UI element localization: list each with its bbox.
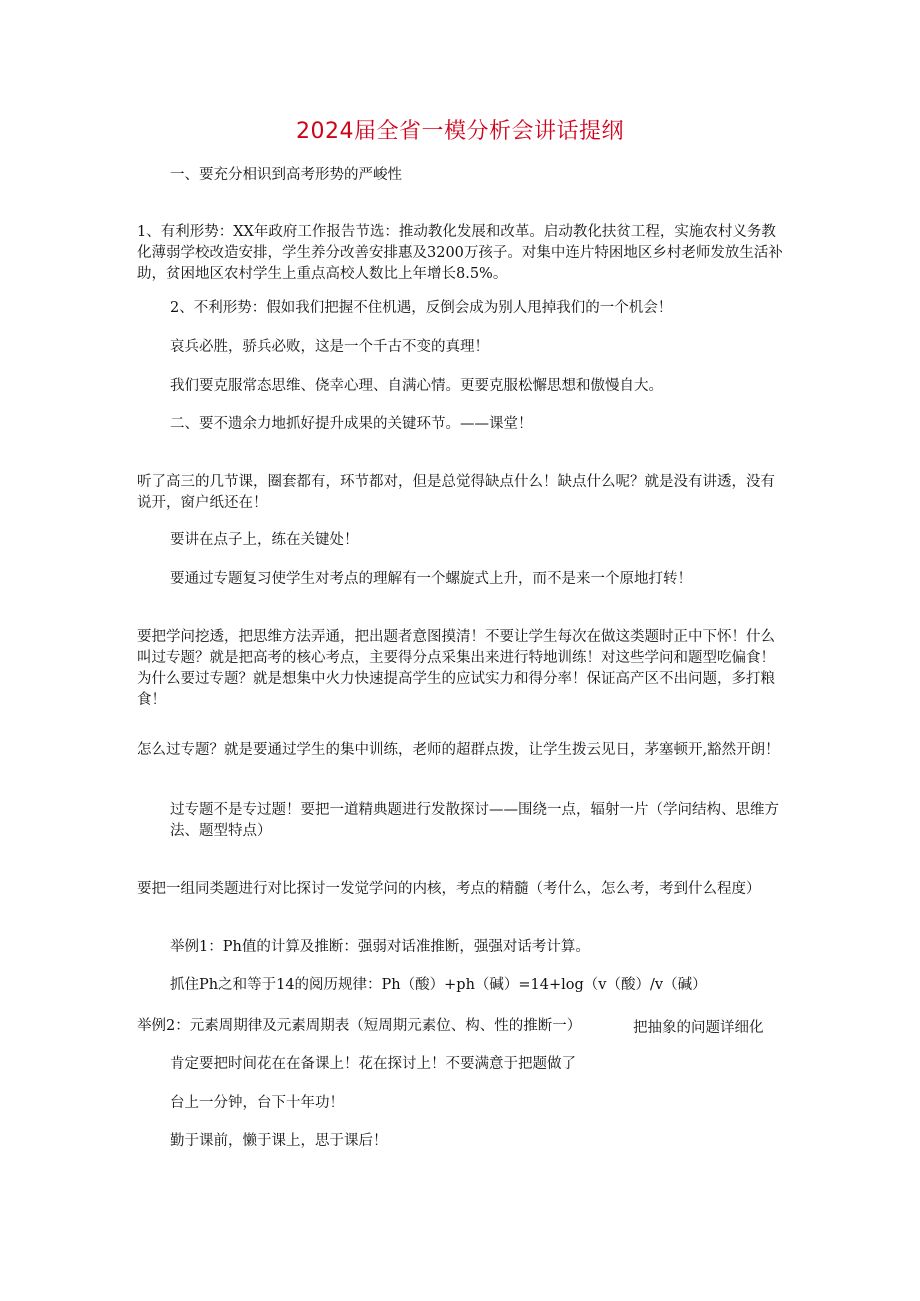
paragraph-example-2: 举例2：元素周期律及元素周期表（短周期元素位、构、性的推断一） <box>137 1018 582 1034</box>
paragraph-closing: 勤于课前，懒于课上，思于课后！ <box>170 1133 388 1149</box>
paragraph-key-points: 要讲在点子上，练在关键处！ <box>170 532 359 548</box>
section-heading-2: 二、要不遗余力地抓好提升成果的关键环节。——课堂！ <box>170 416 533 432</box>
paragraph-special-topics: 要把学问挖透，把思维方法弄通，把出题者意图摸清！不要让学生每次在做这类题时正中下怀！什么叫过专题？就是把高考的核心考点，主要得分点采集出来进行特地训练！对这些学问和题型吃偏食！为什么要过专题？就是想集中火力快速提高学生的应试实力和得分率！保证高产区不出问题，多打粮食！ <box>137 629 775 708</box>
paragraph-comparison: 要把一组同类题进行对比探讨一发觉学问的内核，考点的精髓（考什么，怎么考，考到什么程度） <box>137 881 761 897</box>
paragraph-overcome: 我们要克服常态思维、侥幸心理、自满心情。更要克服松懈思想和傲慢自大。 <box>170 378 663 394</box>
document-title: 2024届全省一模分析会讲话提纲 <box>296 119 624 144</box>
section-heading-1: 一、要充分相识到高考形势的严峻性 <box>170 167 402 183</box>
paragraph-proverb: 哀兵必胜，骄兵必败，这是一个千古不变的真理！ <box>170 339 489 355</box>
paragraph-favorable-situation: 1、有利形势：XX年政府工作报告节选：推动教化发展和改革。启动教化扶贫工程，实施农村义务教化薄弱学校改造安排，学生养分改善安排惠及3200万孩子。对集中连片特困地区乡村老师发放生活补助，贫困地区农村学生上重点高校人数比上年增长8.5%。 <box>137 224 783 282</box>
paragraph-example-2-note: 把抽象的问题详细化 <box>633 1020 764 1036</box>
paragraph-ph-rule: 抓住Ph之和等于14的阅历规律：Ph（酸）+ph（碱）=14+log（v（酸）/v（碱） <box>170 977 707 993</box>
paragraph-divergent: 过专题不是专过题！要把一道精典题进行发散探讨——围绕一点，辐射一片（学问结构、思维方法、题型特点） <box>170 802 779 839</box>
paragraph-proverb-2: 台上一分钟，台下十年功！ <box>170 1095 344 1111</box>
paragraph-unfavorable-situation: 2、不利形势：假如我们把握不住机遇，反倒会成为别人甩掉我们的一个机会！ <box>170 300 673 316</box>
paragraph-classroom-observation: 听了高三的几节课，圈套都有，环节都对，但是总觉得缺点什么！缺点什么呢？就是没有讲透，没有说开，窗户纸还在！ <box>137 474 775 511</box>
paragraph-example-1: 举例1：Ph值的计算及推断：强弱对话准推断，强强对话考计算。 <box>170 939 590 955</box>
paragraph-how-topics: 怎么过专题？就是要通过学生的集中训练，老师的超群点拨，让学生拨云见日，茅塞顿开,豁然开朗！ <box>137 742 780 758</box>
paragraph-preparation: 肯定要把时间花在在备课上！花在探讨上！不要满意于把题做了 <box>170 1056 576 1072</box>
paragraph-spiral: 要通过专题复习使学生对考点的理解有一个螺旋式上升，而不是来一个原地打转！ <box>170 571 692 587</box>
